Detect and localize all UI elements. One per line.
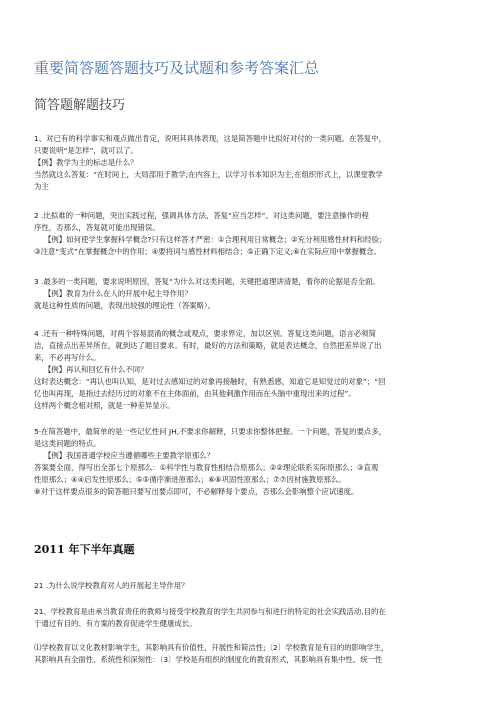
section-title: 简答题解题技巧: [34, 98, 126, 113]
text-line: 来，不必再写什么。: [34, 353, 101, 362]
text-line: 就是这种性质的问题，表现出较强的理论性（答案略）。: [34, 301, 216, 310]
text-line: 只要说明“是怎样”，就可以了。: [34, 146, 138, 155]
text-line: 于通过有目的、有方案的教育促进学生健康成长。: [34, 619, 197, 628]
paragraph-3: [34, 276, 466, 312]
question-21: [34, 580, 466, 592]
document-title: 重要简答题答题技巧及试题和参考答案汇总: [34, 59, 320, 77]
text-line: 为主: [34, 182, 49, 191]
answer-21: [34, 606, 466, 630]
example-line: 【例】教学为主的标志是什么？: [34, 158, 138, 167]
text-line: 答案要全面，得写出全部七个原那么：①科学性与教育性相结合原那么；②②理论联系实际原那么；③直观: [34, 463, 379, 472]
text-line: 当然就这么答复：“在时间上，大局部用于教学;在内容上，以学习书本知识为主;在组织形式上，以课堂教学: [34, 170, 383, 179]
text-line: 4 .还有一种特殊问题，对两个容易混淆的概念或观点，要求界定，加以区别。答复这类问题，语言必须简: [34, 329, 376, 338]
text-line: 是这类问题的特点。: [34, 439, 101, 448]
text-line: 21、学校教育是由承当教育责任的教师与接受学校教育的学生共同参与和进行的特定的社会实践活动,目的在: [34, 607, 386, 616]
answer-21-detail: [34, 642, 466, 666]
text-line: 2 .比拟难的一种问题，突出实践过程，强调具体方法，答复“应当怎样”。对这类问题，要注意操作的程: [34, 211, 369, 220]
paragraph-5: [34, 426, 466, 498]
example-line: 【例】再认和回忆有什么不同？: [44, 365, 148, 374]
paragraph-1: [34, 133, 466, 193]
text-line: 这样两个概念相对照，就是一种差异显示。: [34, 401, 175, 410]
text-line: ⑧对于这样要点很多的简答题只要写出要点即可，不必解释每个要点，否那么会影响整个应试速度。: [34, 487, 359, 496]
text-line: 性原那么；④④启发性原那么；⑤⑤循序渐进原那么；⑥⑥巩固性原那么；⑦⑦因材施教原那么。: [34, 475, 346, 484]
text-line: 洁，直接点出差异所在，就到达了题目要求。有时，最好的方法和策略，就是表达概念，自然把差异说了出: [34, 341, 382, 350]
paragraph-2: [34, 210, 466, 258]
text-line: 这时表达概念：“再认也叫认知，是对过去感知过的对象再接触时，有熟悉感，知道它是知觉过的对象”；“回: [34, 377, 386, 386]
text-line: 5·在简答题中，最简单的是一些记忆性问 JH,不要求你解释，只要求你整体把握。一个问题，答复的要点多，: [34, 427, 387, 436]
text-line: 其影响具有全面性、系统性和深刻性：〔3〕学校是有组织的制度化的教育形式，其影响具有集中性、统一性: [34, 655, 383, 664]
year-section-title: 2011 年下半年真题: [34, 543, 135, 556]
text-line: ⑴学校教育以文化教材影响学生，其影响具有价值性、开展性和简洁性;〔2〕学校教育是有目的的影响学生，: [34, 643, 389, 652]
question-line: 21 .为什么说学校教育对人的开展起主导作用？: [34, 581, 189, 590]
text-line: ③注意“变式”在掌握概念中的作用；④要将词与感性材料相结合；⑤正确下定义;⑥在实际应用中掌握概念。: [34, 247, 382, 256]
paragraph-4: [34, 328, 466, 412]
text-line: 忆也叫再现，是指过去经历过的对象不在主体面前，由其他刺激作用而在头脑中重现出来的过程”。: [34, 389, 356, 398]
text-line: 序性，否那么，答复就可能出现错误。: [34, 223, 160, 232]
example-line: 【例】我国普通学校应当遵循哪些主要教学原那么？: [44, 451, 214, 460]
text-line: 3 .最多的一类问题，要求说明原因，答复“为什么对这类问题，关键把道理讲清楚，着你的论据是否全面。: [34, 277, 380, 286]
text-line: 1、对已有的科学事实和观点做出肯定，说明其具体表现，这是简答题中比拟好对付的一类问题。在答复中，: [34, 134, 387, 143]
example-line: 【例】教育为什么在人的开展中起主导作用？: [44, 289, 192, 298]
example-line: 【例】如何使学生掌握科学概念?只有这样答才严密：①合理利用日常概念；②充分利用感性材料和经验；: [44, 235, 387, 244]
